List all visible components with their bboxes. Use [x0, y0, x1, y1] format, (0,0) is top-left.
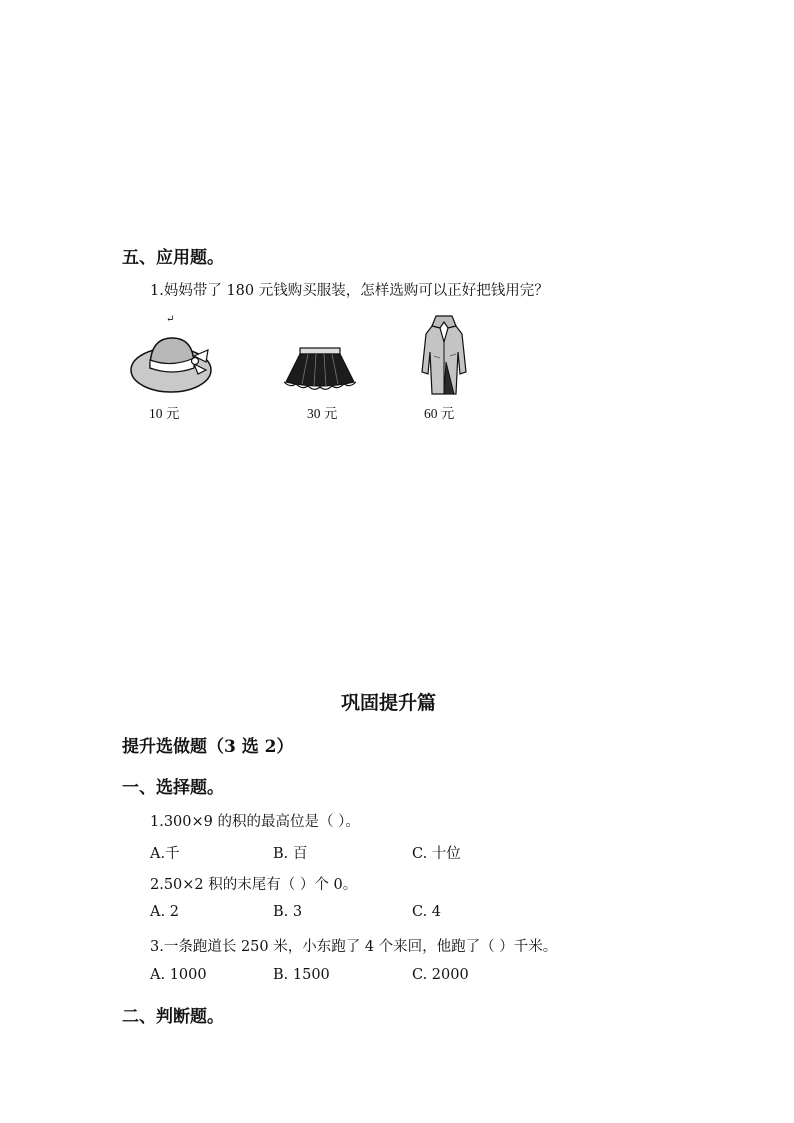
option-b: B. 1500 — [273, 967, 330, 983]
option-c: C. 十位 — [412, 846, 461, 862]
price-label-hat: 10 元 — [149, 406, 180, 421]
skirt-icon — [280, 346, 360, 394]
question-text: 2.50×2 积的末尾有（ ）个 0。 — [150, 877, 358, 893]
section-heading-application: 五、应用题。 — [122, 248, 224, 268]
option-c: C. 4 — [412, 904, 442, 920]
section-heading-judgment: 二、判断题。 — [122, 1007, 224, 1027]
section-heading-choice: 一、选择题。 — [122, 778, 224, 798]
question-text: 1.300×9 的积的最高位是（ ）。 — [150, 814, 360, 830]
hat-icon — [128, 330, 216, 396]
subtitle: 提升选做题（3 选 2） — [122, 737, 294, 757]
return-mark: ↵ — [166, 314, 175, 325]
price-label-skirt: 30 元 — [307, 406, 338, 421]
option-a: A. 2 — [150, 904, 179, 920]
option-a: A. 1000 — [150, 967, 207, 983]
option-c: C. 2000 — [412, 967, 469, 983]
price-label-coat: 60 元 — [424, 406, 455, 421]
option-b: B. 百 — [273, 846, 308, 862]
question-text: 1.妈妈带了 180 元钱购买服装，怎样选购可以正好把钱用完？ — [150, 283, 549, 299]
coat-icon — [418, 312, 470, 396]
option-a: A.千 — [150, 846, 180, 862]
page-title: 巩固提升篇 — [341, 692, 437, 714]
option-b: B. 3 — [273, 904, 303, 920]
question-text: 3.一条跑道长 250 米，小东跑了 4 个来回，他跑了（ ）千米。 — [150, 939, 558, 955]
